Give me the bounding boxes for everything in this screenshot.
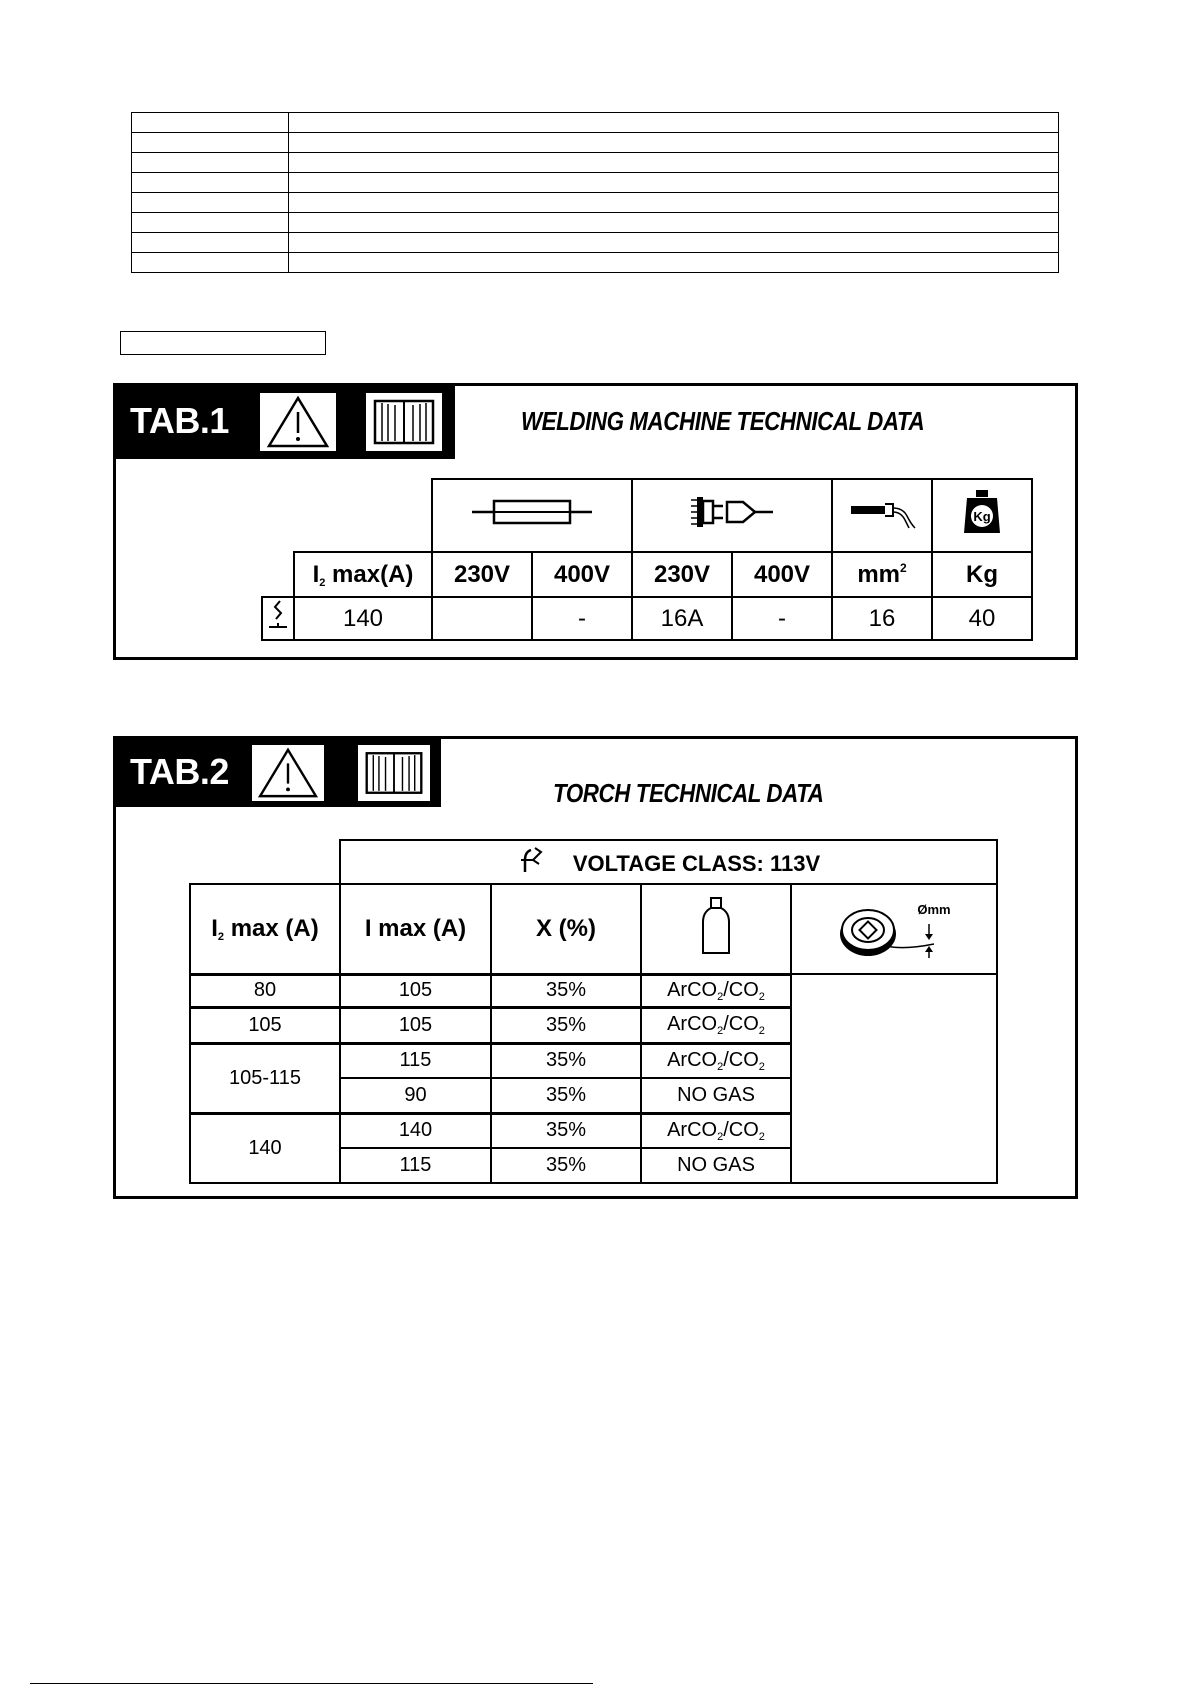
weight-header: Kg [932,552,1032,597]
tab1-data-table [261,478,1033,641]
formula-subscript: 2 [717,1060,724,1073]
plug-400v-header: 400V [732,552,832,597]
tab2-header-band [116,739,441,807]
plug-230v-header: 230V [632,552,732,597]
cable-header-cell [832,479,932,552]
fuse-400v-header: 400V [532,552,632,597]
manual-book-icon [356,743,432,803]
formula-subscript: 2 [758,1025,765,1037]
fuse-230v-value [432,597,532,640]
voltage-class-text: VOLTAGE CLASS: 113V [572,851,821,876]
manual-book-icon [364,391,444,453]
gas-header-cell [641,884,791,974]
tab2-data-table [189,839,998,1184]
gas-cell: $ArCO_2/CO_2$ [641,1043,791,1078]
imax-cell: 105 [340,974,491,1007]
warning-icon [258,391,338,453]
table-row: 105-115 [190,1043,340,1113]
cable-section-header: $mm^2$ [832,552,932,597]
voltage-class-cell [340,840,997,884]
gas-cell: NO GAS [641,1148,791,1183]
formula-subscript: 2 [758,1130,765,1143]
plug-header-cell [632,479,832,552]
duty-cycle-cell: 35% [491,1007,641,1043]
plug-400v-value: - [732,597,832,640]
tab2-label: TAB.2 [130,751,229,792]
plug-230v-value: 16A [632,597,732,640]
wire-spool-icon [834,894,954,958]
welding-arc-icon [266,598,290,632]
table-row: 140 [190,1113,340,1183]
tab1-title: WELDING MACHINE TECHNICAL DATA [521,406,925,436]
tab1-header-band [116,386,455,459]
duty-cycle-cell: 35% [491,974,641,1007]
imax-cell: 115 [340,1148,491,1183]
i2max-header: $I_2$ max(A) [294,552,432,597]
formula-subscript: 2 [717,1130,724,1143]
formula-subscript: 2 [758,1060,765,1073]
imax-cell: 140 [340,1113,491,1148]
formula-subscript: 2 [717,990,724,1003]
gas-cylinder-icon [700,896,732,956]
gas-cell: $ArCO_2/CO_2$ [641,974,791,1007]
duty-cycle-cell: 35% [491,1148,641,1183]
plug-icon [687,492,777,532]
tab2-panel [113,736,1078,1199]
i2max-value: 140 [294,597,432,640]
imax-cell: 115 [340,1043,491,1078]
duty-cycle-cell: 35% [491,1043,641,1078]
fuse-400v-value: - [532,597,632,640]
blank-grid-table [131,112,1059,273]
formula-subscript: 2 [717,1025,724,1037]
fuse-230v-header: 230V [432,552,532,597]
weight-header-cell [932,479,1032,552]
table-row: 105 [190,1007,340,1043]
weight-icon [962,489,1002,535]
duty-cycle-cell: 35% [491,1113,641,1148]
tab2-title: TORCH TECHNICAL DATA [553,778,824,808]
blank-heading-box [120,331,326,355]
imax-cell: 105 [340,1007,491,1043]
cable-icon [847,494,917,530]
fuse-icon [472,497,592,527]
tab1-panel [113,383,1078,660]
gas-cell: $ArCO_2/CO_2$ [641,1113,791,1148]
formula-subscript: 2 [758,990,765,1003]
duty-cycle-header: X (%) [491,884,641,974]
weight-icon-text: Kg [973,509,991,524]
gas-cell: NO GAS [641,1078,791,1113]
table-row: 80 [190,974,340,1007]
imax-cell: 90 [340,1078,491,1113]
gas-cell: $ArCO_2/CO_2$ [641,1007,791,1043]
footer-rule [30,1683,593,1684]
imax-header: I max (A) [340,884,491,974]
torch-icon [517,846,547,878]
welding-symbol-cell [262,597,294,640]
wire-diameter-cell [791,974,997,1183]
tab1-label: TAB.1 [130,400,229,441]
fuse-header-cell [432,479,632,552]
duty-cycle-cell: 35% [491,1078,641,1113]
warning-icon [250,743,326,803]
i2max-header: $I_2$ max (A) [190,884,340,974]
wire-diameter-label: Ømm [917,902,951,917]
wire-header-cell [791,884,997,974]
weight-value: 40 [932,597,1032,640]
cable-section-value: 16 [832,597,932,640]
